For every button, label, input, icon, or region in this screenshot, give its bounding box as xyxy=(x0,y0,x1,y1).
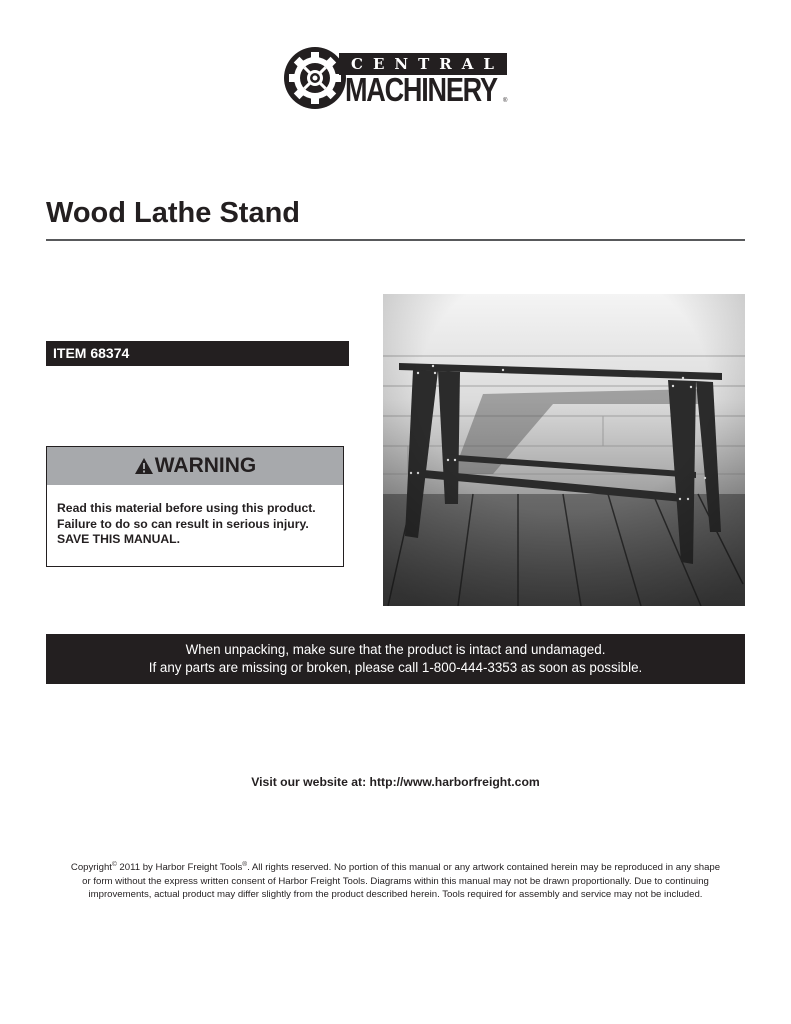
page-title: Wood Lathe Stand xyxy=(46,197,301,229)
notice-line: When unpacking, make sure that the product is intact and undamaged. xyxy=(185,642,606,657)
registered-symbol: ® xyxy=(242,861,248,868)
product-photo xyxy=(383,294,745,606)
logo-brand-main: MACHINERY xyxy=(345,71,497,108)
warning-text xyxy=(47,485,343,548)
gear-icon xyxy=(283,46,347,110)
item-number-bar: ITEM 68374 xyxy=(46,341,349,366)
copyright-prefix: Copyright xyxy=(70,862,112,874)
website-link[interactable]: Visit our website at: http://www.harborfreight.com xyxy=(251,775,540,789)
notice-line: If any parts are missing or broken, please call 1-800-444-3353 as soon as possible. xyxy=(148,660,643,675)
copyright-owner: 2011 by Harbor Freight Tools xyxy=(116,862,243,874)
copyright-line: or form without the express written consent of Harbor Freight Tools. Diagrams within this manual may not be drawn proportionally. Due to continuing xyxy=(82,875,709,887)
central-machinery-logo xyxy=(283,46,513,110)
copyright-line: improvements, actual product may differ slightly from the product described herein. Tools required for assembly and service may not be included. xyxy=(88,889,703,900)
copyright-text: . All rights reserved. No portion of this manual or any artwork contained herein may be reproduced in any shape xyxy=(247,862,721,874)
warning-line: SAVE THIS MANUAL. xyxy=(57,532,181,546)
warning-line: Read this material before using this product. xyxy=(57,501,316,515)
logo-brand-top: CENTRAL xyxy=(339,53,507,75)
warning-line: Failure to do so can result in serious injury. xyxy=(57,516,309,531)
title-divider xyxy=(46,239,745,241)
copyright-notice xyxy=(46,858,745,901)
copyright-symbol: © xyxy=(111,861,117,868)
copyright-line xyxy=(46,858,745,875)
warning-triangle-icon xyxy=(134,457,154,475)
lathe-stand-image xyxy=(383,294,745,606)
warning-heading: WARNING xyxy=(154,454,257,477)
warning-box xyxy=(46,446,344,567)
unpacking-notice xyxy=(46,634,745,684)
warning-header xyxy=(47,447,343,485)
registered-mark: ® xyxy=(503,98,508,104)
